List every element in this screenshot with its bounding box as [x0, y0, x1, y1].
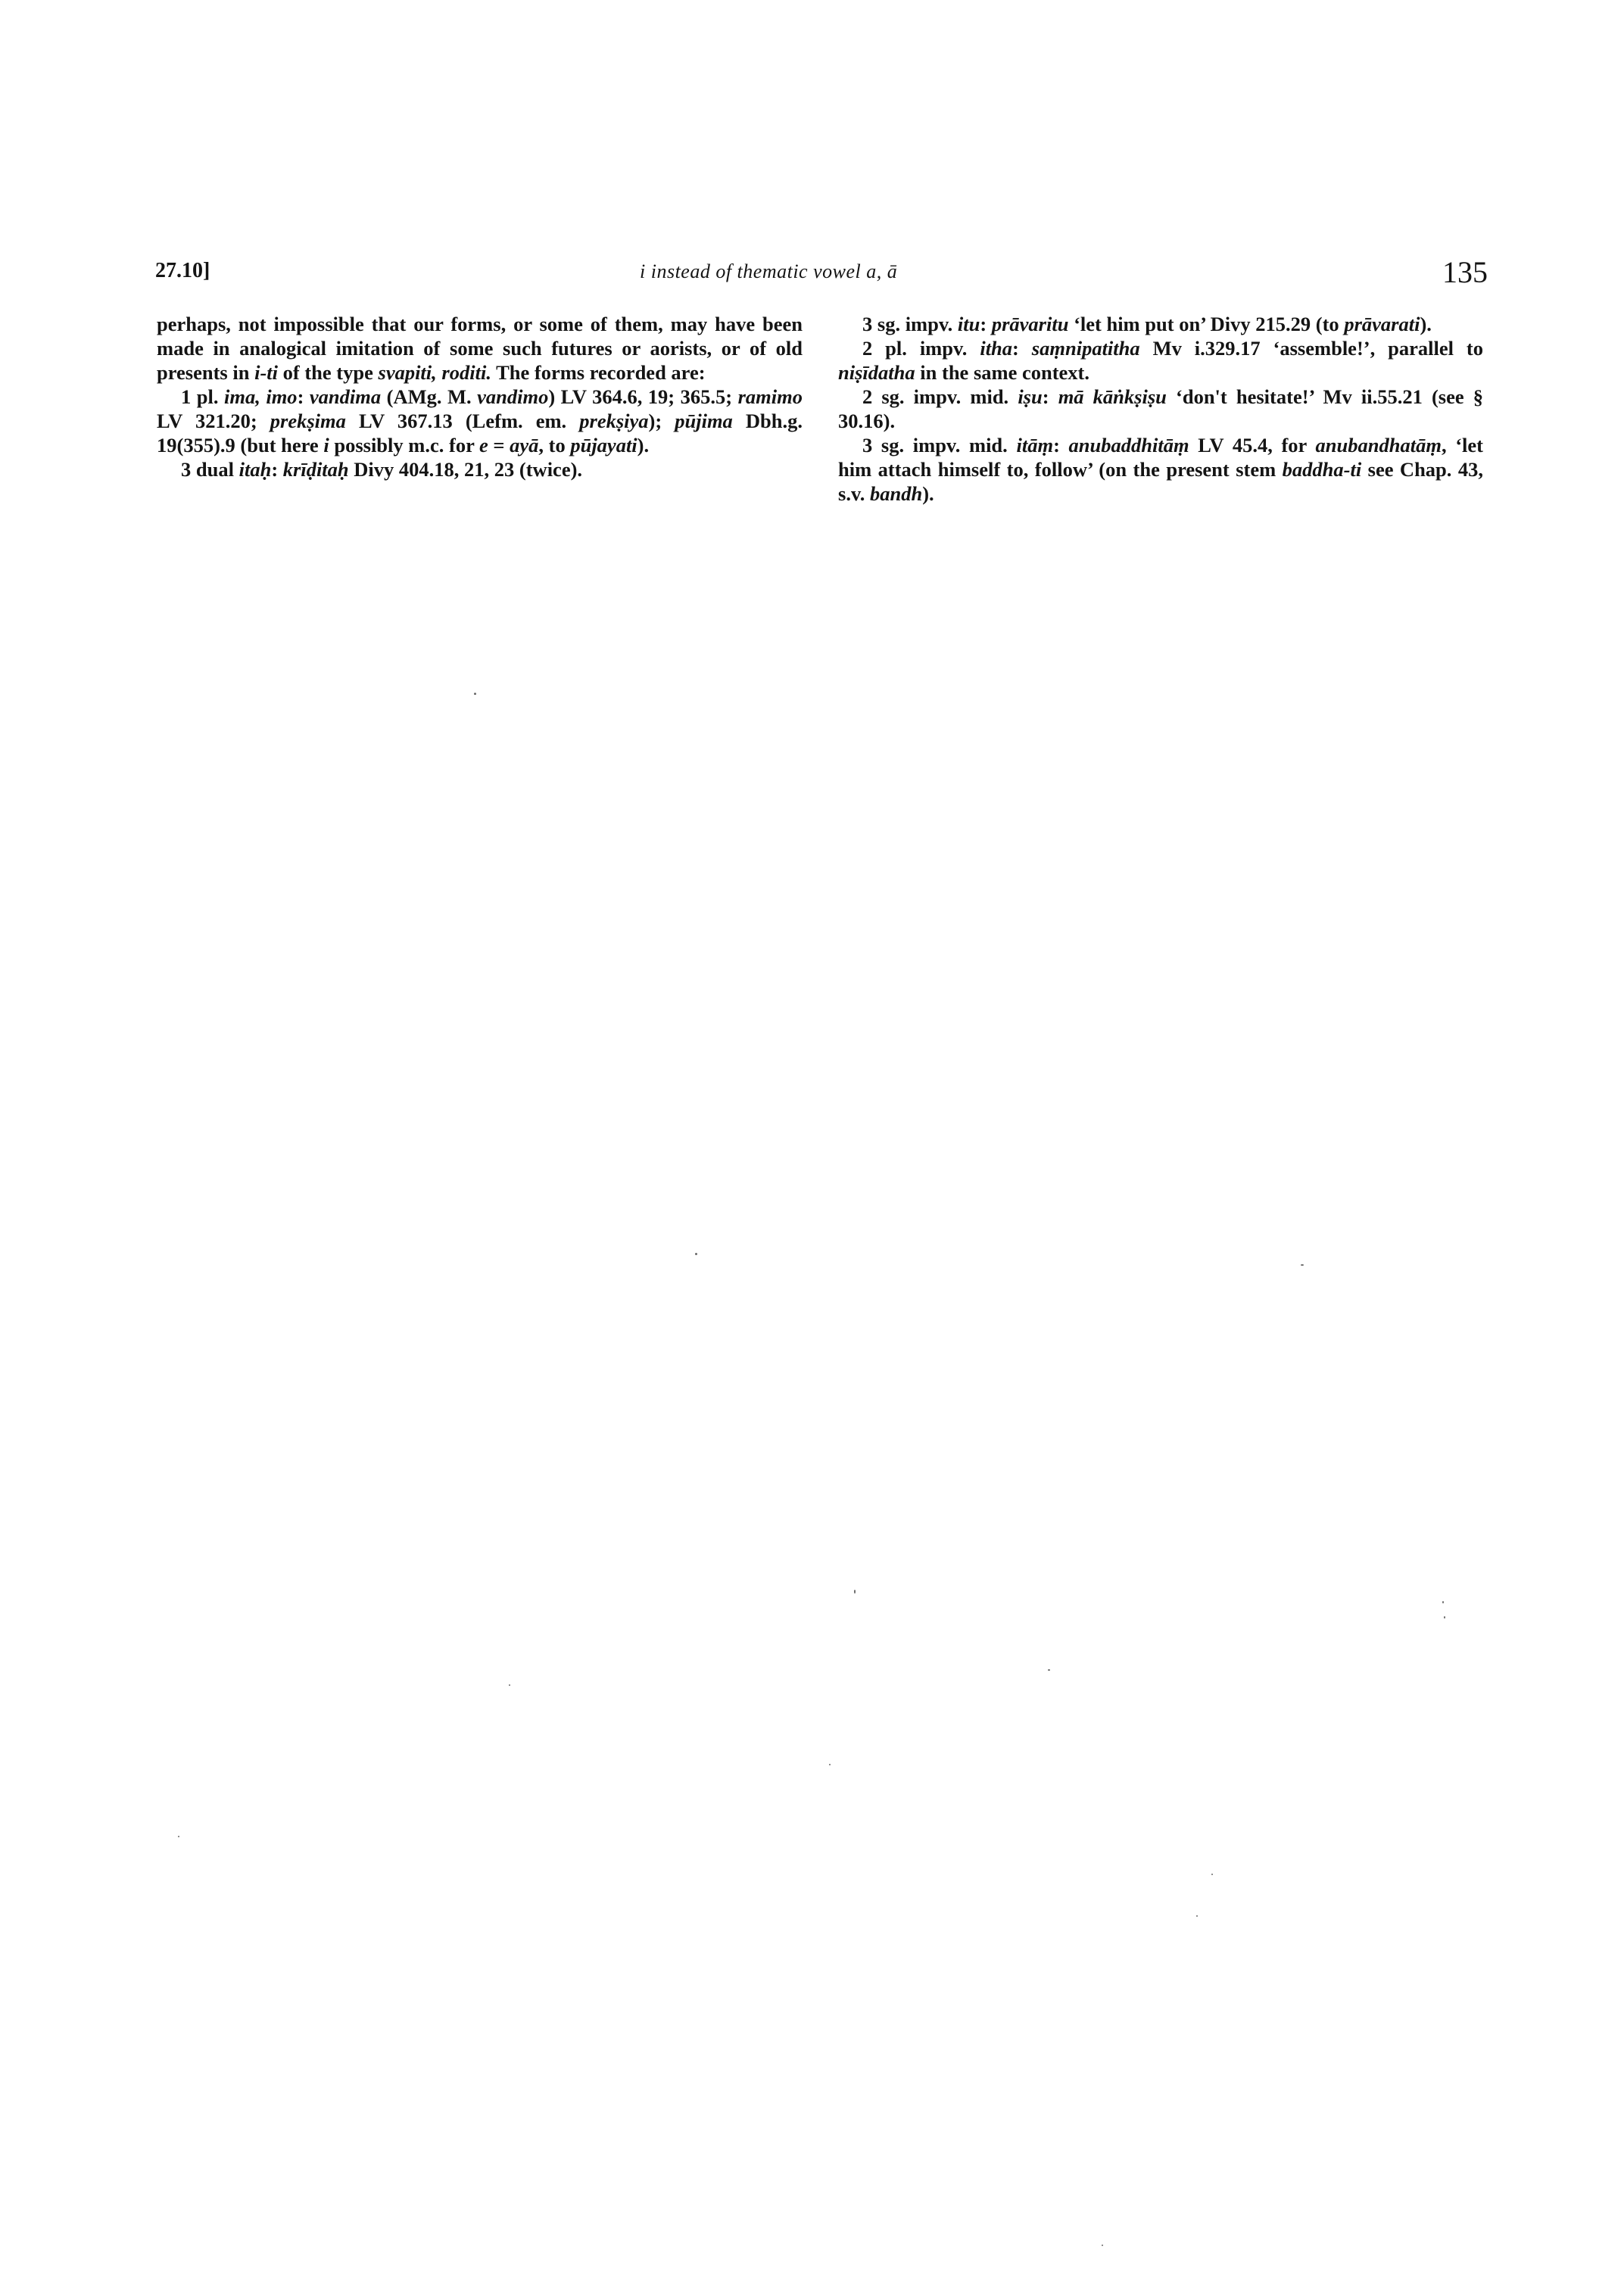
right-column	[838, 312, 1483, 506]
scan-speck	[1196, 1915, 1198, 1917]
scan-speck	[1301, 1264, 1304, 1266]
running-head	[155, 254, 1488, 292]
paragraph-continuation: perhaps, not impossible that our forms, or some of them, may have been made in analogical imitation of some such futures or aorists, or of old presents in i-ti of the type svapiti, roditi. The forms recorded are:	[157, 313, 803, 384]
paragraph-1pl: 1 pl. ima, imo: vandima (AMg. M. vandimo) LV 364.6, 19; 365.5; ramimo LV 321.20; prekṣima LV 367.13 (Lefm. em. prekṣiya); pūjima Dbh.g. 19(355).9 (but here i possibly m.c. for e = ayā, to pūjayati).	[157, 385, 803, 456]
paragraph-2pl-impv: 2 pl. impv. itha: saṃnipatitha Mv i.329.17 ‘assemble!’, parallel to niṣīdatha in the same context.	[838, 337, 1483, 384]
paragraph-3sg-impv-mid: 3 sg. impv. mid. itāṃ: anubaddhitāṃ LV 45.4, for anubandhatāṃ, ‘let him attach himself to, follow’ (on the present stem baddha-ti see Chap. 43, s.v. bandh).	[838, 434, 1484, 505]
scan-speck	[695, 1253, 697, 1255]
left-column	[157, 312, 803, 481]
section-number: 27.10]	[155, 259, 210, 282]
scan-speck	[178, 1836, 179, 1837]
paragraph-2sg-impv-mid: 2 sg. impv. mid. iṣu: mā kāṅkṣiṣu ‘don't hesitate!’ Mv ii.55.21 (see § 30.16).	[838, 385, 1484, 432]
paragraph-3dual: 3 dual itaḥ: krīḍitaḥ Divy 404.18, 21, 23 (twice).	[181, 458, 583, 481]
scan-speck	[1444, 1616, 1445, 1618]
scan-speck	[829, 1764, 831, 1765]
paragraph-3sg-impv: 3 sg. impv. itu: prāvaritu ‘let him put on’ Divy 215.29 (to prāvarati).	[862, 313, 1432, 335]
scan-speck	[1102, 2245, 1103, 2246]
running-title: i instead of thematic vowel a, ā	[640, 260, 898, 282]
page-number: 135	[1442, 255, 1488, 289]
scan-speck	[854, 1590, 856, 1594]
scan-speck	[1048, 1669, 1050, 1671]
scan-speck	[1442, 1601, 1444, 1603]
scan-speck	[509, 1684, 510, 1686]
scan-speck	[1211, 1874, 1213, 1875]
scan-speck	[474, 693, 476, 695]
